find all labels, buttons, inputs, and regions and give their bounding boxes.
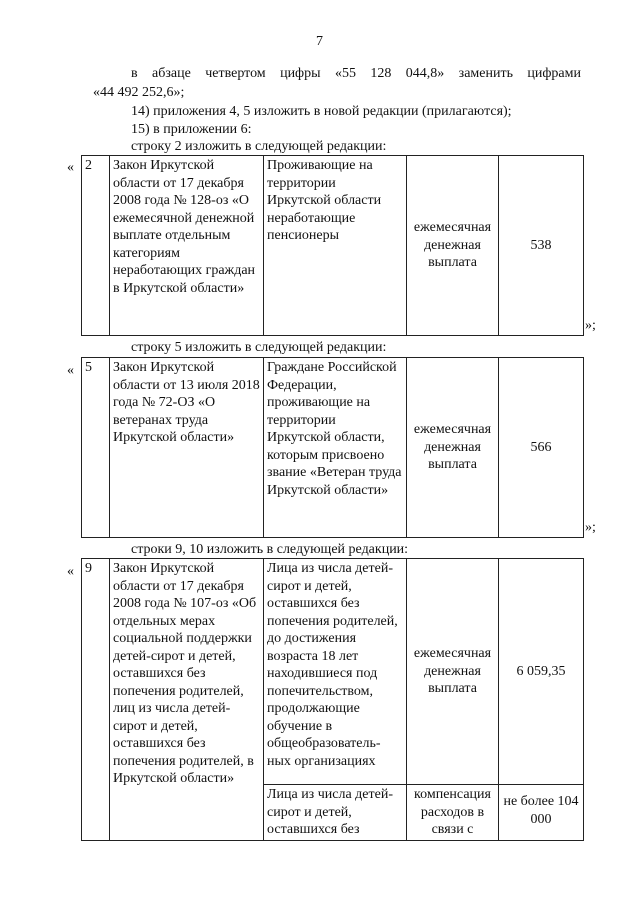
amount-cell: 566 <box>499 358 584 538</box>
category-cell: Лица из числа детей-сирот и детей, оставшихся без попечения родителей, до достижения возраста 18 лет находившиеся под попечительством, продолжающие обучение в общеобразователь-ных организациях <box>264 559 407 785</box>
row-number: 2 <box>82 156 110 336</box>
law-cell: Закон Иркутской области от 17 декабря 2008 года № 128-оз «О ежемесячной денежной выплате отдельным категориям неработающих граждан в Иркутской области» <box>110 156 264 336</box>
payment-cell: ежемесячная денежная выплата <box>407 559 499 785</box>
item-15: 15) в приложении 6: <box>131 122 252 137</box>
section-2-heading: строку 5 изложить в следующей редакции: <box>131 340 387 355</box>
item-14: 14) приложения 4, 5 изложить в новой редакции (прилагаются); <box>131 104 512 119</box>
section-1-open-quote: « <box>67 160 74 175</box>
category-cell: Лица из числа детей-сирот и детей, оставшихся без <box>264 785 407 841</box>
section-3-table <box>81 558 584 841</box>
row-number: 9 <box>82 559 110 841</box>
category-cell: Граждане Российской Федерации, проживающие на территории Иркутской области, которым присвоено звание «Ветеран труда Иркутской области» <box>264 358 407 538</box>
amount-cell: 538 <box>499 156 584 336</box>
section-1-heading: строку 2 изложить в следующей редакции: <box>131 139 387 154</box>
section-2-open-quote: « <box>67 363 74 378</box>
amount-cell: 6 059,35 <box>499 559 584 785</box>
table-row <box>82 358 584 538</box>
amount-cell: не более 104 000 <box>499 785 584 841</box>
payment-cell: ежемесячная денежная выплата <box>407 156 499 336</box>
section-1-close: »; <box>585 318 596 333</box>
section-2-table <box>81 357 584 538</box>
law-cell: Закон Иркутской области от 13 июля 2018 года № 72-ОЗ «О ветеранах труда Иркутской области» <box>110 358 264 538</box>
category-cell: Проживающие на территории Иркутской области неработающие пенсионеры <box>264 156 407 336</box>
page-number: 7 <box>316 34 323 49</box>
row-number: 5 <box>82 358 110 538</box>
section-3-open-quote: « <box>67 564 74 579</box>
section-2-close: »; <box>585 520 596 535</box>
payment-cell: компенсация расходов в связи с <box>407 785 499 841</box>
section-3-heading: строки 9, 10 изложить в следующей редакции: <box>131 542 409 557</box>
intro-line-2: «44 492 252,6»; <box>93 85 185 100</box>
law-cell: Закон Иркутской области от 17 декабря 2008 года № 107-оз «Об отдельных мерах социальной поддержки детей-сирот и детей, оставшихся без попечения родителей, лиц из числа детей-сирот и детей, оставшихся без попечения родителей, в Иркутской области» <box>110 559 264 841</box>
intro-line-1: в абзаце четвертом цифры «55 128 044,8» заменить цифрами <box>131 66 581 81</box>
table-row <box>82 559 584 785</box>
payment-cell: ежемесячная денежная выплата <box>407 358 499 538</box>
section-1-table <box>81 155 584 336</box>
table-row <box>82 156 584 336</box>
